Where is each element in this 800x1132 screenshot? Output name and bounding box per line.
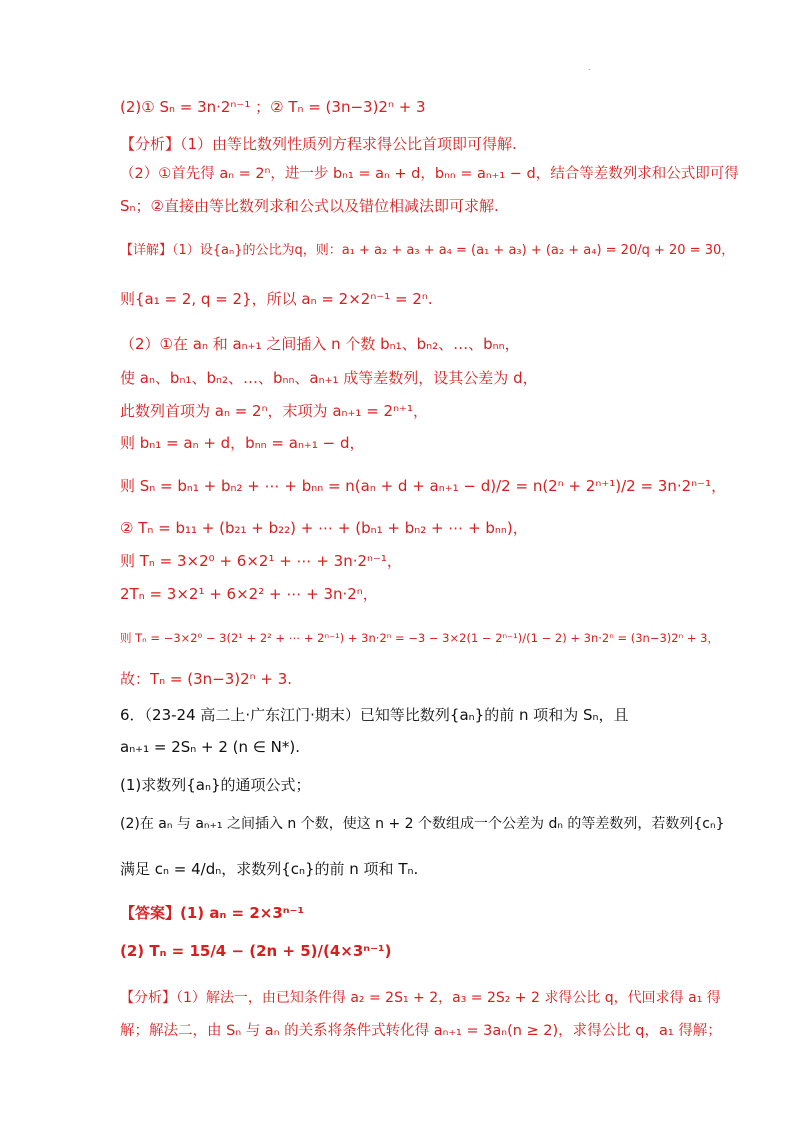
text-line-l13: 则 Tₙ = 3×2⁰ + 6×2¹ + ⋯ + 3n·2ⁿ⁻¹， xyxy=(120,552,402,570)
text-line-l21: 满足 cₙ = 4/dₙ，求数列{cₙ}的前 n 项和 Tₙ. xyxy=(120,860,419,878)
text-line-l15: 则 Tₙ = −3×2⁰ − 3(2¹ + 2² + ⋯ + 2ⁿ⁻¹) + 3n·2ⁿ = −3 − 3×2(1 − 2ⁿ⁻¹)/(1 − 2) + 3n·2ⁿ = (3n−3)2ⁿ + 3， xyxy=(120,631,719,645)
text-line-l11: 则 Sₙ = bₙ₁ + bₙ₂ + ⋯ + bₙₙ = n(aₙ + d + aₙ₊₁ − d)/2 = n(2ⁿ + 2ⁿ⁺¹)/2 = 3n·2ⁿ⁻¹， xyxy=(120,477,727,495)
text-line-l17: 6．（23-24 高二上·广东江门·期末）已知等比数列{aₙ}的前 n 项和为 Sₙ，且 xyxy=(120,706,629,724)
text-line-l09: 此数列首项为 aₙ = 2ⁿ，末项为 aₙ₊₁ = 2ⁿ⁺¹， xyxy=(120,402,428,420)
text-line-l10: 则 bₙ₁ = aₙ + d，bₙₙ = aₙ₊₁ − d， xyxy=(120,434,365,452)
text-line-l12: ② Tₙ = b₁₁ + (b₂₁ + b₂₂) + ⋯ + (bₙ₁ + bₙ₂ + ⋯ + bₙₙ)， xyxy=(120,519,528,537)
text-line-l25: 解；解法二，由 Sₙ 与 aₙ 的关系将条件式转化得 aₙ₊₁ = 3aₙ(n ≥ 2)，求得公比 q，a₁ 得解； xyxy=(120,1023,722,1039)
text-line-l02: 【分析】（1）由等比数列性质列方程求得公比首项即可得解. xyxy=(120,135,517,153)
text-line-l01: (2)① Sₙ = 3n·2ⁿ⁻¹ ；② Tₙ = (3n−3)2ⁿ + 3 xyxy=(120,98,426,116)
text-line-l06: 则{a₁ = 2, q = 2}，所以 aₙ = 2×2ⁿ⁻¹ = 2ⁿ. xyxy=(120,290,433,308)
text-line-l07: （2）①在 aₙ 和 aₙ₊₁ 之间插入 n 个数 bₙ₁、bₙ₂、…、bₙₙ， xyxy=(120,335,520,353)
text-line-l14: 2Tₙ = 3×2¹ + 6×2² + ⋯ + 3n·2ⁿ， xyxy=(120,585,378,603)
text-line-l23: (2) Tₙ = 15/4 − (2n + 5)/(4×3ⁿ⁻¹) xyxy=(120,942,392,960)
text-line-l16: 故：Tₙ = (3n−3)2ⁿ + 3. xyxy=(120,670,293,688)
text-line-l19: (1)求数列{aₙ}的通项公式； xyxy=(120,776,311,794)
text-line-l24: 【分析】（1）解法一，由已知条件得 a₂ = 2S₁ + 2，a₃ = 2S₂ + 2 求得公比 q，代回求得 a₁ 得 xyxy=(120,990,721,1006)
text-line-l22: 【答案】(1) aₙ = 2×3ⁿ⁻¹ xyxy=(120,904,305,922)
text-line-l05: 【详解】（1）设{aₙ}的公比为q，则：a₁ + a₂ + a₃ + a₄ = (a₁ + a₃) + (a₂ + a₄) = 20/q + 20 = 30， xyxy=(120,243,735,258)
text-line-l20: (2)在 aₙ 与 aₙ₊₁ 之间插入 n 个数，使这 n + 2 个数组成一个公差为 dₙ 的等差数列，若数列{cₙ} xyxy=(120,816,725,832)
corner-mark: . xyxy=(588,63,591,72)
text-line-l04: Sₙ；②直接由等比数列求和公式以及错位相减法即可求解. xyxy=(120,197,499,215)
text-line-l08: 使 aₙ、bₙ₁、bₙ₂、…、bₙₙ、aₙ₊₁ 成等差数列，设其公差为 d， xyxy=(120,369,538,387)
text-line-l18: aₙ₊₁ = 2Sₙ + 2 (n ∈ N*). xyxy=(120,738,300,756)
text-line-l03: （2）①首先得 aₙ = 2ⁿ，进一步 bₙ₁ = aₙ + d，bₙₙ = aₙ₊₁ − d，结合等差数列求和公式即可得 xyxy=(120,166,739,182)
